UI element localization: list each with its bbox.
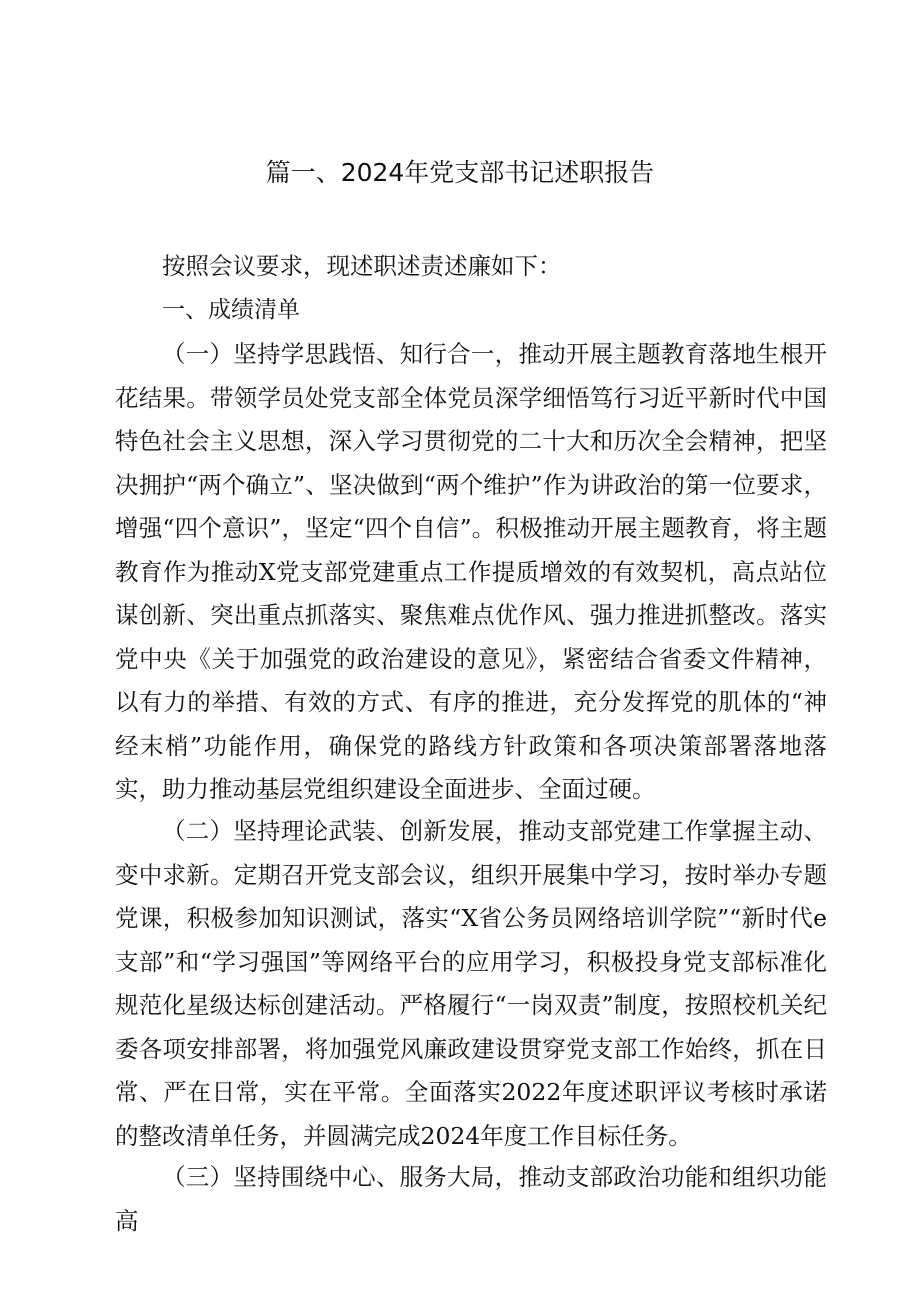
paragraph-1: （一）坚持学思践悟、知行合一，推动开展主题教育落地生根开花结果。带领学员处党支部全体党员深学细悟笃行习近平新时代中国特色社会主义思想，深入学习贯彻党的二十大和历次全会精神，把坚决拥护“两个确立”、坚决做到“两个维护”作为讲政治的第一位要求，增强“四个意识”，坚定“四个自信”。积极推动开展主题教育，将主题教育作为推动X党支部党建重点工作提质增效的有效契机，高点站位谋创新、突出重点抓落实、聚焦难点优作风、强力推进抓整改。落实党中央《关于加强党的政治建设的意见》，紧密结合省委文件精神，以有力的举措、有效的方式、有序的推进，充分发挥党的肌体的“神经末梢”功能作用，确保党的路线方针政策和各项决策部署落地落实，助力推动基层党组织建设全面进步、全面过硬。 <box>115 340 827 803</box>
section-heading: 一、成绩清单 <box>162 297 300 323</box>
intro-paragraph: 按照会议要求，现述职述责述廉如下： <box>162 252 562 280</box>
document-title: 篇一、2024年党支部书记述职报告 <box>265 158 655 187</box>
paragraph-2: （二）坚持理论武装、创新发展，推动支部党建工作掌握主动、变中求新。定期召开党支部会议，组织开展集中学习，按时举办专题党课，积极参加知识测试，落实“X省公务员网络培训学院”“新时代e支部”和“学习强国”等网络平台的应用学习，积极投身党支部标准化规范化星级达标创建活动。严格履行“一岗双责”制度，按照校机关纪委各项安排部署，将加强党风廉政建设贯穿党支部工作始终，抓在日常、严在日常，实在平常。全面落实2022年度述职评议考核时承诺的整改清单任务，并圆满完成2024年度工作目标任务。 <box>115 817 827 1150</box>
paragraph-3: （三）坚持围绕中心、服务大局，推动支部政治功能和组织功能高 <box>115 1163 827 1235</box>
